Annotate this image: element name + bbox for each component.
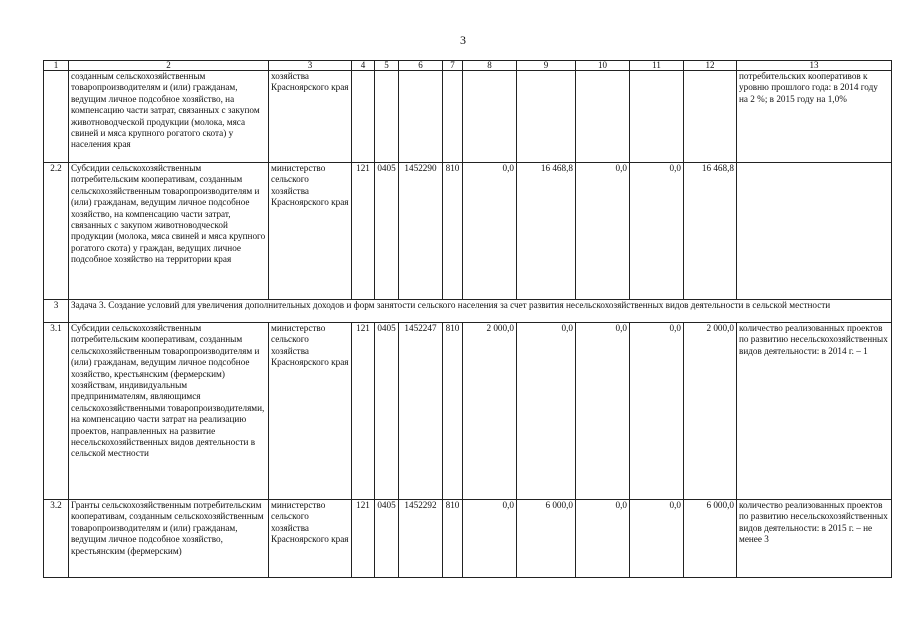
budget-table: [43, 60, 892, 578]
table-row: [44, 163, 892, 300]
task-row: [44, 300, 892, 323]
code-cell: 121: [352, 323, 375, 500]
header-cell: 12: [684, 61, 737, 71]
table-row: [44, 500, 892, 578]
row-number: [44, 71, 69, 163]
header-cell: 7: [443, 61, 463, 71]
header-cell: 1: [44, 61, 69, 71]
header-cell: 11: [630, 61, 684, 71]
code-cell: 810: [443, 323, 463, 500]
result-text: количество реализованных проектов по развитию несельскохозяйственных видов деятельности: в 2014 г. – 1: [737, 323, 892, 500]
header-cell: 8: [463, 61, 517, 71]
amount-cell: 6 000,0: [684, 500, 737, 578]
row-number: 3: [44, 300, 69, 323]
row-number: 2.2: [44, 163, 69, 300]
amount-cell: 0,0: [630, 323, 684, 500]
amount-cell: 0,0: [576, 163, 630, 300]
amount-cell: [684, 71, 737, 163]
code-cell: [375, 71, 399, 163]
result-text: [737, 163, 892, 300]
code-cell: 1452290: [399, 163, 443, 300]
measure-text: созданным сельскохозяйственным товаропроизводителям и (или) гражданам, ведущим личное подсобное хозяйство, на компенсацию части затрат, связанных с закупом животноводческой продукции (молока, мяса свиней и мяса крупного рогатого скота) у населения края: [69, 71, 269, 163]
amount-cell: [576, 71, 630, 163]
row-number: 3.2: [44, 500, 69, 578]
result-text: потребительских кооперативов к уровню прошлого года: в 2014 году на 2 %; в 2015 году на 1,0%: [737, 71, 892, 163]
code-cell: 0405: [375, 163, 399, 300]
amount-cell: 16 468,8: [684, 163, 737, 300]
measure-text: Субсидии сельскохозяйственным потребительским кооперативам, созданным сельскохозяйственным товаропроизводителям и (или) гражданам, ведущим личное подсобное хозяйство, крестьянским (фермерским) хозяйствам, индивидуальным предпринимателям, являющимся сельскохозяйственными товаропроизводителями, на компенсацию части затрат на реализацию проектов, направленных на развитие несельскохозяйственных видов деятельности в сельской местности: [69, 323, 269, 500]
code-cell: [352, 71, 375, 163]
header-cell: 5: [375, 61, 399, 71]
amount-cell: [517, 71, 576, 163]
code-cell: [443, 71, 463, 163]
code-cell: 810: [443, 163, 463, 300]
header-cell: 6: [399, 61, 443, 71]
page-number: 3: [460, 33, 466, 47]
amount-cell: 0,0: [517, 323, 576, 500]
amount-cell: [463, 71, 517, 163]
header-row: [44, 61, 892, 71]
amount-cell: 16 468,8: [517, 163, 576, 300]
amount-cell: 0,0: [463, 163, 517, 300]
measure-text: Гранты сельскохозяйственным потребительским кооперативам, созданным сельскохозяйственным товаропроизводителям и (или) гражданам, ведущим личное подсобное хозяйство, крестьянским (фермерским): [69, 500, 269, 578]
amount-cell: 0,0: [630, 163, 684, 300]
header-cell: 3: [269, 61, 352, 71]
table-row: [44, 71, 892, 163]
header-cell: 4: [352, 61, 375, 71]
amount-cell: 2 000,0: [463, 323, 517, 500]
code-cell: 1452292: [399, 500, 443, 578]
amount-cell: 0,0: [576, 500, 630, 578]
responsible-org: министерство сельского хозяйства Красноярского края: [269, 500, 352, 578]
header-cell: 10: [576, 61, 630, 71]
header-cell: 2: [69, 61, 269, 71]
responsible-org: хозяйства Красноярского края: [269, 71, 352, 163]
amount-cell: 0,0: [576, 323, 630, 500]
code-cell: [399, 71, 443, 163]
code-cell: 0405: [375, 323, 399, 500]
amount-cell: 6 000,0: [517, 500, 576, 578]
amount-cell: 2 000,0: [684, 323, 737, 500]
code-cell: 810: [443, 500, 463, 578]
code-cell: 121: [352, 163, 375, 300]
task-heading: Задача 3. Создание условий для увеличения дополнительных доходов и форм занятости сельского населения за счет развития несельскохозяйственных видов деятельности в сельской местности: [69, 300, 892, 323]
header-cell: 9: [517, 61, 576, 71]
amount-cell: [630, 71, 684, 163]
responsible-org: министерство сельского хозяйства Красноярского края: [269, 323, 352, 500]
amount-cell: 0,0: [463, 500, 517, 578]
amount-cell: 0,0: [630, 500, 684, 578]
row-number: 3.1: [44, 323, 69, 500]
result-text: количество реализованных проектов по развитию несельскохозяйственных видов деятельности: в 2015 г. – не менее 3: [737, 500, 892, 578]
code-cell: 1452247: [399, 323, 443, 500]
measure-text: Субсидии сельскохозяйственным потребительским кооперативам, созданным сельскохозяйственным товаропроизводителям и (или) гражданам, ведущим личное подсобное хозяйство, на компенсацию части затрат, связанных с закупом животноводческой продукции (молока, мяса свиней и мяса крупного рогатого скота) у граждан, ведущих личное подсобное хозяйство на территории края: [69, 163, 269, 300]
code-cell: 0405: [375, 500, 399, 578]
table-row: [44, 323, 892, 500]
header-cell: 13: [737, 61, 892, 71]
responsible-org: министерство сельского хозяйства Красноярского края: [269, 163, 352, 300]
code-cell: 121: [352, 500, 375, 578]
